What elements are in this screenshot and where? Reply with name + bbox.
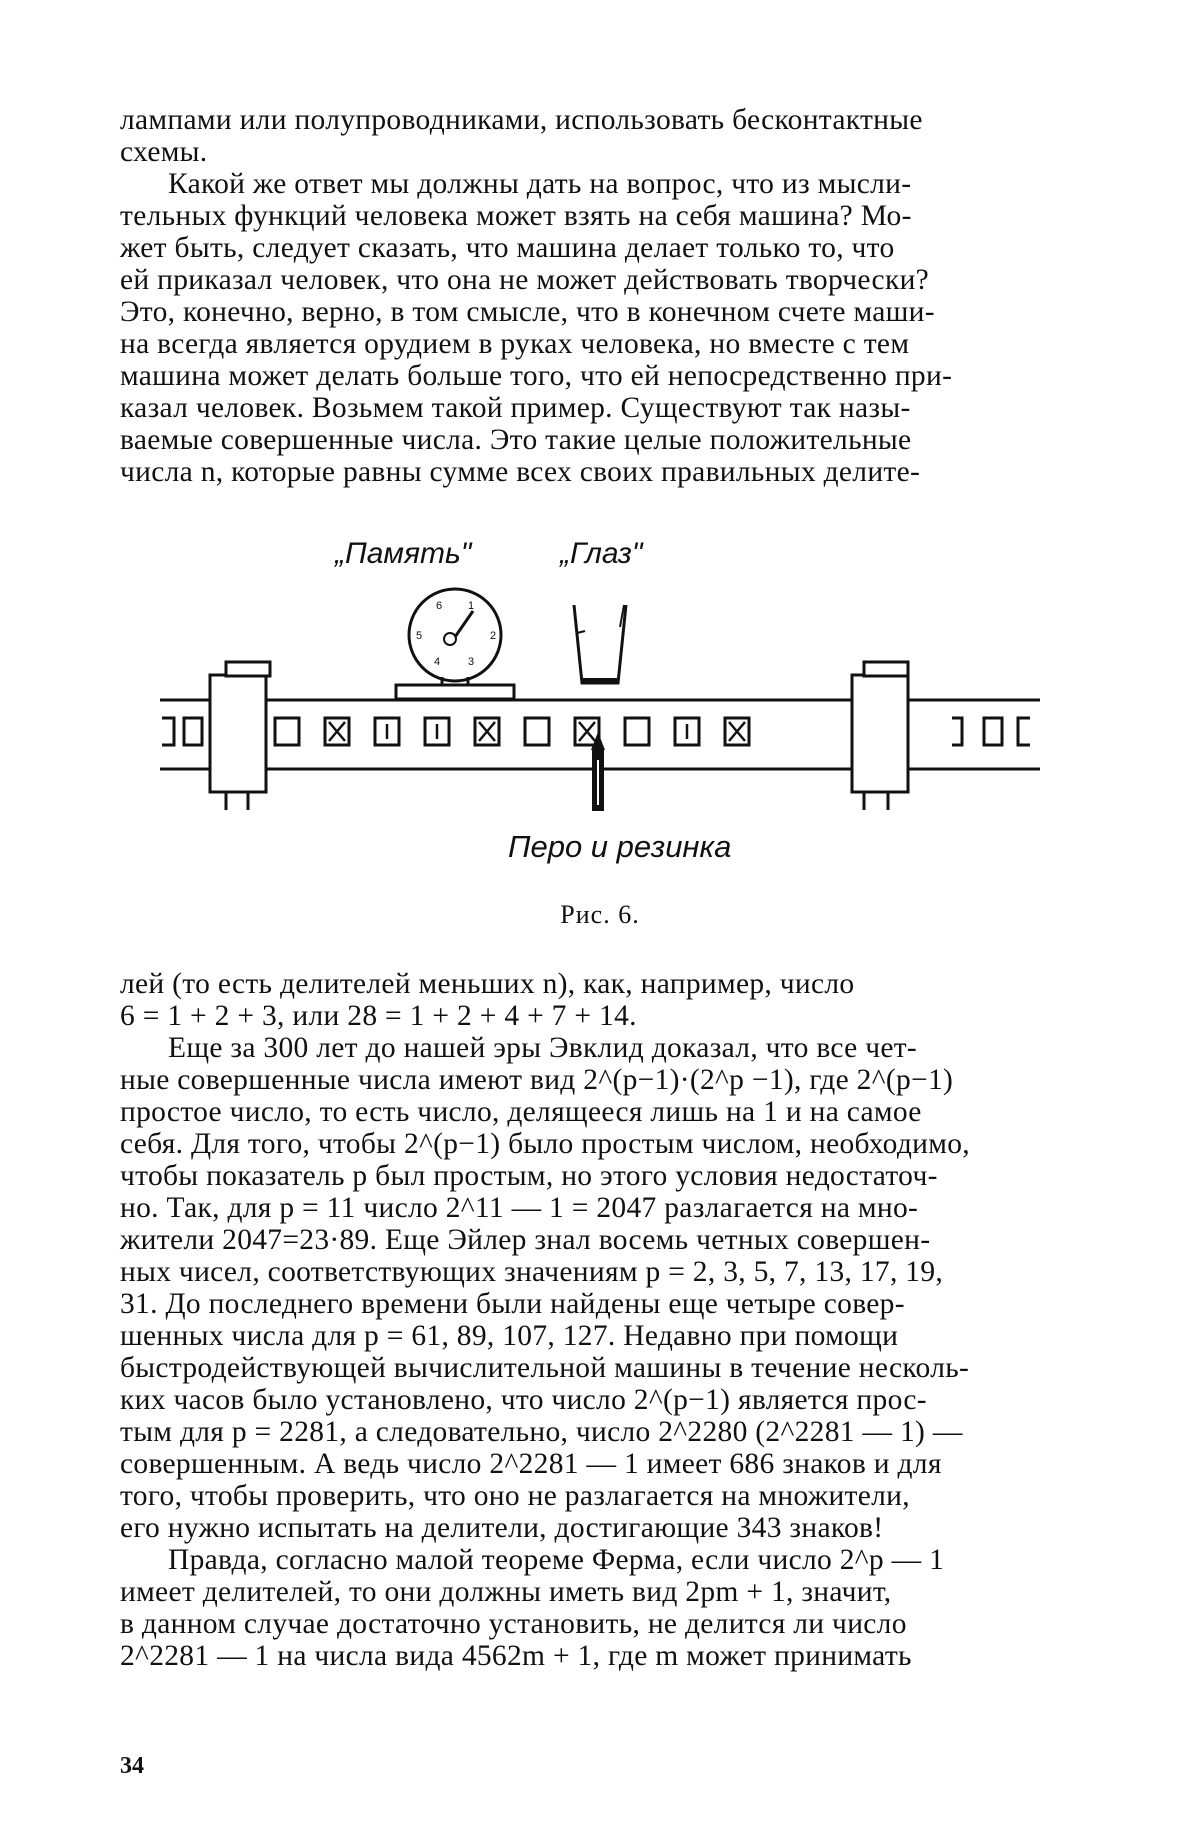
line: ей приказал человек, что она не может действовать творчески? — [120, 264, 930, 296]
line: казал человек. Возьмем такой пример. Существуют так назы- — [120, 392, 911, 424]
paragraph-4 — [120, 1032, 1078, 1544]
line: Еще за 300 лет до нашей эры Эвклид доказал, что все чет- — [168, 1032, 918, 1064]
tape-cell — [375, 718, 399, 745]
line: жет быть, следует сказать, что машина делает только то, что — [120, 232, 895, 264]
label-memory: „Память" — [335, 537, 472, 570]
line: простое число, то есть число, делящееся лишь на 1 и на самое — [120, 1096, 922, 1128]
dial-number: 1 — [468, 600, 475, 612]
tape-cell — [625, 718, 649, 745]
line: имеет делителей, то они должны иметь вид 2pm + 1, значит, — [120, 1576, 892, 1608]
line: но. Так, для p = 11 число 2^11 — 1 = 2047 разлагается на мно- — [120, 1192, 919, 1224]
line: 2^2281 — 1 на числа вида 4562m + 1, где m может принимать — [120, 1640, 912, 1672]
figure-turing-machine — [150, 535, 1050, 900]
tape-cell — [425, 718, 449, 745]
tape-cell — [475, 718, 499, 745]
line: ных чисел, соответствующих значениям p = 2, 3, 5, 7, 13, 17, 19, — [120, 1256, 944, 1288]
eye-sensor-icon — [574, 605, 626, 683]
line: себя. Для того, чтобы 2^(p−1) было простым числом, необходимо, — [120, 1128, 970, 1160]
line: машина может делать больше того, что ей непосредственно при- — [120, 360, 953, 392]
line: тым для p = 2281, а следовательно, число 2^2280 (2^2281 — 1) — — [120, 1416, 963, 1448]
dial-number: 2 — [490, 630, 497, 642]
line: Правда, согласно малой теореме Ферма, если число 2^p — 1 — [168, 1544, 945, 1576]
line: 31. До последнего времени были найдены еще четыре совер- — [120, 1288, 905, 1320]
line: в данном случае достаточно установить, не делится ли число — [120, 1608, 907, 1640]
line: числа n, которые равны сумме всех своих правильных делите- — [120, 456, 921, 488]
line: Это, конечно, верно, в том смысле, что в конечном счете маши- — [120, 296, 935, 328]
line: его нужно испытать на делители, достигающие 343 знаков! — [120, 1512, 884, 1544]
line: лей (то есть делителей меньших n), как, например, число — [120, 968, 855, 1000]
line: Какой же ответ мы должны дать на вопрос, что из мысли- — [168, 168, 912, 200]
figure-caption: Рис. 6. — [560, 900, 640, 929]
line: шенных числа для p = 61, 89, 107, 127. Недавно при помощи — [120, 1320, 899, 1352]
tape-cell — [675, 718, 699, 745]
dial-number: 5 — [416, 630, 423, 642]
left-block — [210, 662, 270, 810]
tape-cell — [325, 718, 349, 745]
line: ваемые совершенные числа. Это такие целые положительные — [120, 424, 912, 456]
dial-number: 6 — [436, 600, 443, 612]
line: жители 2047=23·89. Еще Эйлер знал восемь четных совершен- — [120, 1224, 931, 1256]
line: схемы. — [120, 136, 208, 168]
tape-cell — [525, 718, 549, 745]
tape-cells — [275, 718, 749, 745]
line: на всегда является орудием в руках человека, но вместе с тем — [120, 328, 910, 360]
label-eye: „Глаз" — [560, 537, 643, 570]
paragraph-1 — [120, 104, 1078, 168]
paragraph-3 — [120, 968, 1078, 1032]
line: тельных функций человека может взять на себя машина? Мо- — [120, 200, 912, 232]
text-block-top — [120, 104, 1078, 488]
tape-cell — [275, 718, 299, 745]
text-block-bottom — [120, 968, 1078, 1672]
line: того, чтобы проверить, что оно не разлагается на множители, — [120, 1480, 910, 1512]
dial-number: 4 — [434, 656, 441, 668]
paragraph-2 — [120, 168, 1078, 488]
label-pen-eraser: Перо и резинка — [508, 829, 732, 864]
line: лампами или полупроводниками, использовать бесконтактные — [120, 104, 923, 136]
line: быстродействующей вычислительной машины в течение несколь- — [120, 1352, 970, 1384]
line: ные совершенные числа имеют вид 2^(p−1)·(2^p −1), где 2^(p−1) — [120, 1064, 954, 1096]
dial-number: 3 — [468, 656, 475, 668]
page-number: 34 — [120, 1753, 144, 1779]
paragraph-5 — [120, 1544, 1078, 1672]
memory-dial-icon — [396, 589, 514, 699]
line: ких часов было установлено, что число 2^(p−1) является прос- — [120, 1384, 927, 1416]
line: 6 = 1 + 2 + 3, или 28 = 1 + 2 + 4 + 7 + 14. — [120, 1000, 637, 1032]
line: чтобы показатель p был простым, но этого условия недостаточ- — [120, 1160, 938, 1192]
tape-cell — [725, 718, 749, 745]
right-block — [852, 662, 908, 810]
line: совершенным. А ведь число 2^2281 — 1 имеет 686 знаков и для — [120, 1448, 942, 1480]
